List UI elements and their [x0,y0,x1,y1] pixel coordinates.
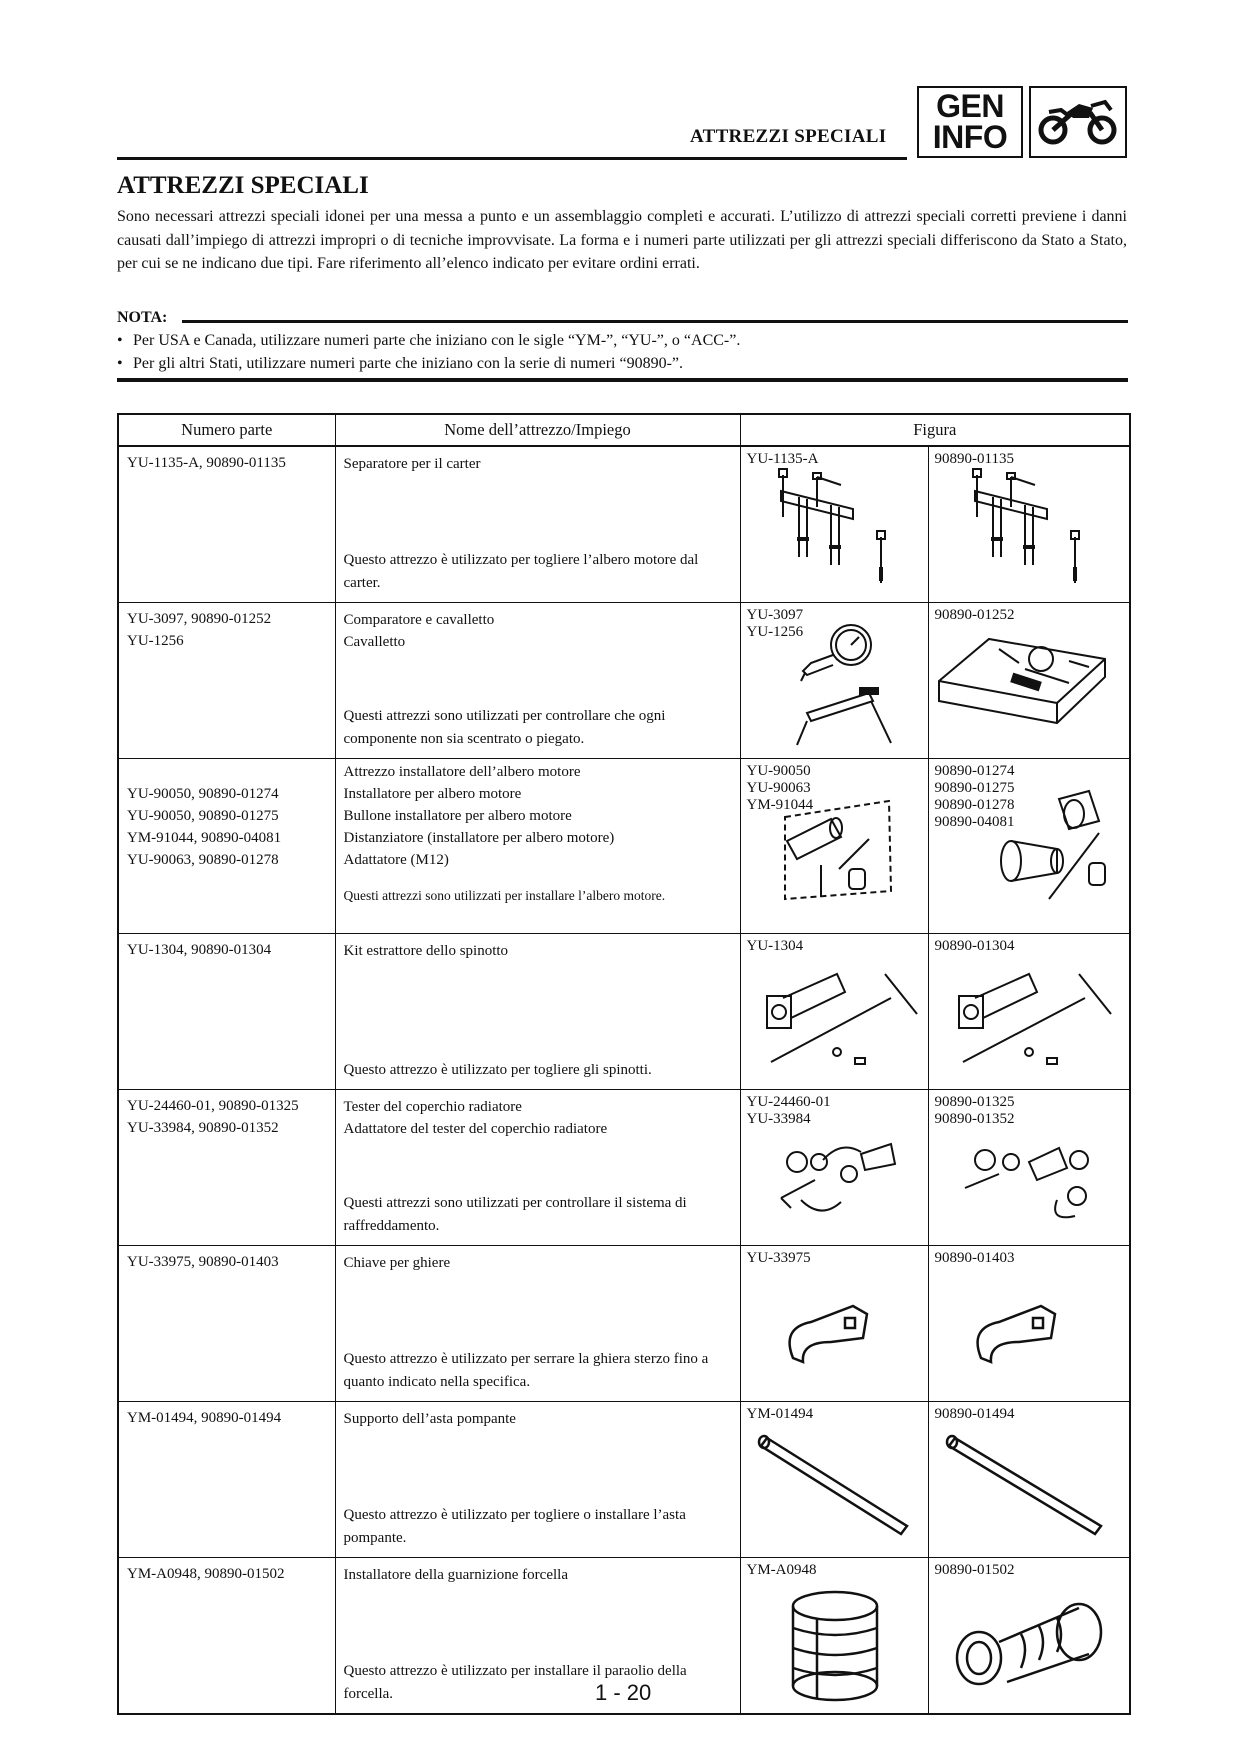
figure-cell-left [740,1246,928,1402]
header-section-label: ATTREZZI SPECIALI [690,126,887,147]
table-row [118,446,1130,603]
figure-label: 90890-01502 [934,1562,1015,1578]
table-row [118,759,1130,934]
table-row [118,603,1130,759]
tool-name: Supporto dell’asta pompante [343,1411,516,1427]
table-header-row [118,414,1130,446]
nota-rule [182,320,1128,323]
tool-name-cell [335,759,740,934]
part-number: YU-3097, 90890-01252 [127,611,272,627]
fork-seal-driver-figure [741,1558,929,1708]
figure-cell-left [740,1402,928,1558]
table-row [118,1402,1130,1558]
badge-line-1: GEN [936,88,1004,124]
tool-name-cell [335,934,740,1090]
dial-gauge-case-figure [929,603,1131,753]
figure-label: YU-1304 [746,938,804,954]
tool-use: Questo attrezzo è utilizzato per togliere o installare l’asta pompante. [343,1507,686,1546]
figure-cell-left [740,759,928,934]
tool-name: Installatore per albero motore [343,786,522,802]
ring-nut-wrench-figure [741,1246,929,1396]
figure-label: 90890-04081 [934,814,1015,830]
fork-seal-driver-figure [929,1558,1131,1708]
tool-name-cell [335,603,740,759]
part-number-cell [118,446,335,603]
figure-label: YU-33984 [746,1111,811,1127]
figure-label: 90890-01278 [934,797,1015,813]
figure-label: YU-1135-A [746,451,819,467]
part-number: YU-1304, 90890-01304 [127,942,272,958]
damper-rod-holder-figure [929,1402,1131,1552]
figure-label: YU-24460-01 [746,1094,831,1110]
tool-use: Questo attrezzo è utilizzato per togliere gli spinotti. [343,1062,652,1078]
header-tool-name: Nome dell’attrezzo/Impiego [335,414,740,446]
part-number: YU-33984, 90890-01352 [127,1120,279,1136]
part-number: YU-90063, 90890-01278 [127,852,279,868]
part-number-cell [118,934,335,1090]
crankcase-separator-figure [929,447,1131,597]
part-number: YU-33975, 90890-01403 [127,1254,279,1270]
table-row [118,1090,1130,1246]
figure-cell-right [928,759,1130,934]
tool-name: Adattatore del tester del coperchio radiatore [343,1121,608,1137]
tool-name-cell [335,446,740,603]
figure-label: YU-3097 [746,607,804,623]
tool-use: Questo attrezzo è utilizzato per togliere l’albero motore dal carter. [343,552,699,591]
figure-cell-right [928,1402,1130,1558]
tool-name: Chiave per ghiere [343,1255,451,1271]
header-figure: Figura [740,414,1130,446]
tool-name-cell [335,1402,740,1558]
tool-name: Bullone installatore per albero motore [343,808,572,824]
part-number: YM-A0948, 90890-01502 [127,1566,285,1582]
tool-use: Questi attrezzi sono utilizzati per controllare che ogni componente non sia scentrato o piegato. [343,708,666,747]
figure-cell-left [740,446,928,603]
tool-name: Distanziatore (installatore per albero motore) [343,830,615,846]
figure-cell-right [928,934,1130,1090]
special-tools-table [117,413,1131,1715]
nota-end-rule [117,378,1128,382]
figure-label: YM-A0948 [746,1562,817,1578]
nota-list [117,329,1127,375]
piston-pin-puller-figure [929,934,1131,1084]
part-number-cell [118,1246,335,1402]
tool-name: Adattatore (M12) [343,852,449,868]
figure-cell-right [928,603,1130,759]
part-number: YM-01494, 90890-01494 [127,1410,282,1426]
figure-label: 90890-01275 [934,780,1015,796]
figure-cell-right [928,1246,1130,1402]
figure-label: YU-90050 [746,763,811,779]
tool-name: Kit estrattore dello spinotto [343,943,509,959]
figure-cell-left [740,1558,928,1715]
ring-nut-wrench-figure [929,1246,1131,1396]
part-number-cell [118,1090,335,1246]
motorcycle-icon [1029,86,1127,158]
tool-name: Comparatore e cavalletto [343,612,495,628]
header-rule [117,157,907,160]
tool-name-cell [335,1246,740,1402]
tool-use: Questi attrezzi sono utilizzati per controllare il sistema di raffreddamento. [343,1195,687,1234]
figure-cell-left [740,934,928,1090]
part-number: YU-90050, 90890-01275 [127,808,279,824]
tool-name: Tester del coperchio radiatore [343,1099,522,1115]
damper-rod-holder-figure [741,1402,929,1552]
figure-label: 90890-01403 [934,1250,1015,1266]
table-row [118,1246,1130,1402]
part-number: YU-90050, 90890-01274 [127,786,279,802]
figure-label: 90890-01494 [934,1406,1015,1422]
figure-label: YM-91044 [746,797,814,813]
tool-name: Cavalletto [343,634,406,650]
nota-item: • Per gli altri Stati, utilizzare numeri parte che iniziano con la serie di numeri “90890-”. [117,352,1127,375]
tool-name: Attrezzo installatore dell’albero motore [343,764,581,780]
part-number-cell [118,603,335,759]
nota-label: NOTA: [117,309,168,326]
intro-paragraph: Sono necessari attrezzi speciali idonei per una messa a punto e un assemblaggio completi e accurati. L’utilizzo di attrezzi speciali corretti previene i danni causati dall’impiego di attrezzi impropri o di tecniche improvvisate. La forma e i numeri parte utilizzati per gli attrezzi speciali differiscono da Stato a Stato, per cui se ne indicano due tipi. Fare riferimento all’elenco indicato per evitare ordini errati. [117,208,1127,272]
page-number: 1 - 20 [595,1680,652,1705]
part-number: YU-24460-01, 90890-01325 [127,1098,299,1114]
figure-label: 90890-01304 [934,938,1015,954]
figure-cell-left [740,1090,928,1246]
figure-label: 90890-01252 [934,607,1015,623]
tool-use: Questo attrezzo è utilizzato per installare il paraolio della forcella. [343,1663,687,1702]
figure-cell-left [740,603,928,759]
figure-label: YM-01494 [746,1406,814,1422]
crankcase-separator-figure [741,447,929,597]
section-title: ATTREZZI SPECIALI [117,172,369,199]
figure-cell-right [928,446,1130,603]
figure-cell-right [928,1558,1130,1715]
nota-item: • Per USA e Canada, utilizzare numeri parte che iniziano con le sigle “YM-”, “YU-”, o “ACC-”. [117,329,1127,352]
figure-label: YU-1256 [746,624,804,640]
figure-label: 90890-01274 [934,763,1015,779]
tool-use: Questo attrezzo è utilizzato per serrare la ghiera sterzo fino a quanto indicato nella specifica. [343,1351,709,1390]
badge-line-2: INFO [932,119,1008,155]
gen-info-badge [917,86,1023,158]
tool-name: Installatore della guarnizione forcella [343,1567,568,1583]
part-number: YU-1135-A, 90890-01135 [127,455,286,471]
figure-cell-right [928,1090,1130,1246]
figure-label: YU-33975 [746,1250,811,1266]
tool-use: Questi attrezzi sono utilizzati per installare l’albero motore. [343,888,666,903]
tool-name: Separatore per il carter [343,456,481,472]
tool-name-cell [335,1090,740,1246]
table-row [118,934,1130,1090]
figure-label: 90890-01325 [934,1094,1015,1110]
part-number-cell [118,759,335,934]
header-part-number: Numero parte [118,414,335,446]
part-number: YU-1256 [127,633,184,649]
piston-pin-puller-figure [741,934,929,1084]
figure-label: 90890-01135 [934,451,1014,467]
figure-label: YU-90063 [746,780,811,796]
part-number-cell [118,1402,335,1558]
tool-name-cell [335,1558,740,1715]
part-number: YM-91044, 90890-04081 [127,830,282,846]
part-number-cell [118,1558,335,1715]
figure-label: 90890-01352 [934,1111,1015,1127]
